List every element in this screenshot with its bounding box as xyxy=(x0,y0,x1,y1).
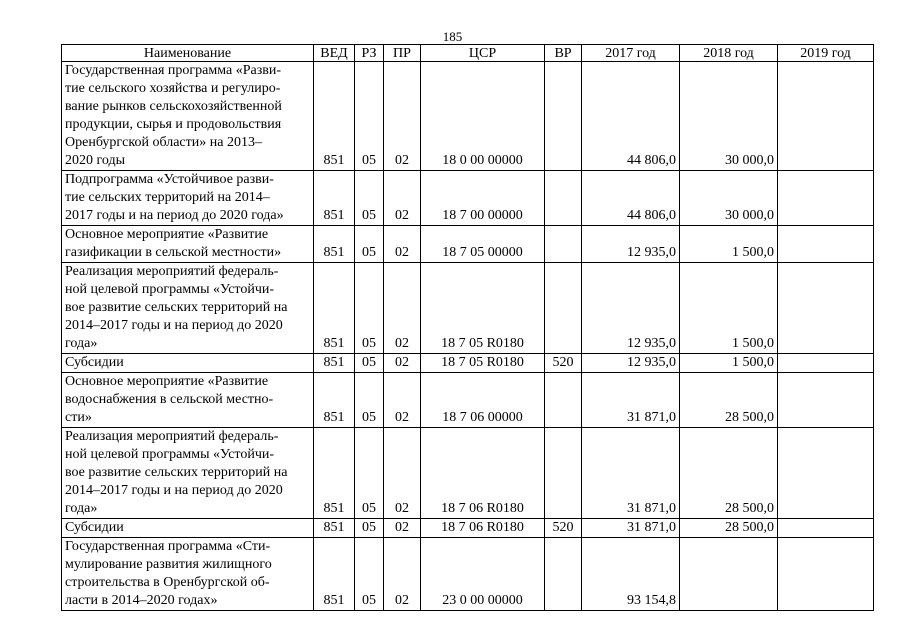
cell-vr xyxy=(545,62,582,171)
page-number: 185 xyxy=(442,29,463,44)
cell-2019 xyxy=(778,373,874,428)
table-row xyxy=(62,171,874,226)
cell-pr: 02 xyxy=(384,428,421,519)
cell-name: Государственная программа «Разви- тие сельского хозяйства и регулиро- вание рынков сельскохозяйственной продукции, сырья и продовольствия Оренбургской области» на 2013– 2020 годы xyxy=(62,62,314,171)
cell-2019 xyxy=(778,519,874,538)
cell-name: Субсидии xyxy=(62,354,314,373)
cell-pr: 02 xyxy=(384,62,421,171)
header-csr: ЦСР xyxy=(421,45,545,62)
cell-2019 xyxy=(778,354,874,373)
cell-ved: 851 xyxy=(314,263,355,354)
cell-2017: 12 935,0 xyxy=(582,226,680,263)
cell-2019 xyxy=(778,428,874,519)
cell-csr: 18 7 05 R0180 xyxy=(421,263,545,354)
cell-csr: 18 7 00 00000 xyxy=(421,171,545,226)
cell-pr: 02 xyxy=(384,171,421,226)
cell-2018 xyxy=(680,538,778,611)
cell-pr: 02 xyxy=(384,519,421,538)
table-row xyxy=(62,538,874,611)
cell-csr: 18 7 05 00000 xyxy=(421,226,545,263)
cell-2017: 31 871,0 xyxy=(582,428,680,519)
cell-pr: 02 xyxy=(384,373,421,428)
cell-ved: 851 xyxy=(314,226,355,263)
cell-name: Государственная программа «Сти- мулирование развития жилищного строительства в Оренбургской об- ласти в 2014–2020 годах» xyxy=(62,538,314,611)
header-vr: ВР xyxy=(545,45,582,62)
cell-ved: 851 xyxy=(314,519,355,538)
table-row xyxy=(62,62,874,171)
cell-2019 xyxy=(778,226,874,263)
cell-2017: 31 871,0 xyxy=(582,373,680,428)
cell-rz: 05 xyxy=(355,263,384,354)
cell-vr xyxy=(545,171,582,226)
budget-table xyxy=(61,44,874,611)
cell-2018: 30 000,0 xyxy=(680,171,778,226)
table-row xyxy=(62,226,874,263)
cell-ved: 851 xyxy=(314,373,355,428)
cell-csr: 18 7 06 R0180 xyxy=(421,428,545,519)
cell-2019 xyxy=(778,263,874,354)
table-row xyxy=(62,354,874,373)
header-2019: 2019 год xyxy=(778,45,874,62)
cell-rz: 05 xyxy=(355,62,384,171)
header-pr: ПР xyxy=(384,45,421,62)
cell-2018: 1 500,0 xyxy=(680,226,778,263)
cell-pr: 02 xyxy=(384,354,421,373)
cell-rz: 05 xyxy=(355,226,384,263)
header-rz: РЗ xyxy=(355,45,384,62)
cell-2017: 31 871,0 xyxy=(582,519,680,538)
cell-name: Подпрограмма «Устойчивое разви- тие сельских территорий на 2014– 2017 годы и на период до 2020 года» xyxy=(62,171,314,226)
cell-rz: 05 xyxy=(355,428,384,519)
cell-csr: 18 7 06 R0180 xyxy=(421,519,545,538)
cell-rz: 05 xyxy=(355,171,384,226)
cell-csr: 18 0 00 00000 xyxy=(421,62,545,171)
cell-2017: 44 806,0 xyxy=(582,171,680,226)
cell-name: Субсидии xyxy=(62,519,314,538)
table-row xyxy=(62,373,874,428)
cell-rz: 05 xyxy=(355,519,384,538)
cell-csr: 18 7 05 R0180 xyxy=(421,354,545,373)
cell-pr: 02 xyxy=(384,263,421,354)
cell-rz: 05 xyxy=(355,373,384,428)
cell-ved: 851 xyxy=(314,62,355,171)
cell-ved: 851 xyxy=(314,428,355,519)
cell-vr xyxy=(545,263,582,354)
header-2017: 2017 год xyxy=(582,45,680,62)
cell-2017: 93 154,8 xyxy=(582,538,680,611)
cell-2019 xyxy=(778,62,874,171)
cell-ved: 851 xyxy=(314,171,355,226)
cell-name: Реализация мероприятий федераль- ной целевой программы «Устойчи- вое развитие сельских территорий на 2014–2017 годы и на период до 2020 года» xyxy=(62,263,314,354)
table-row xyxy=(62,519,874,538)
cell-pr: 02 xyxy=(384,226,421,263)
cell-2019 xyxy=(778,538,874,611)
cell-2018: 1 500,0 xyxy=(680,354,778,373)
cell-2018: 1 500,0 xyxy=(680,263,778,354)
cell-2017: 12 935,0 xyxy=(582,263,680,354)
cell-name: Основное мероприятие «Развитие газификации в сельской местности» xyxy=(62,226,314,263)
cell-name: Реализация мероприятий федераль- ной целевой программы «Устойчи- вое развитие сельских территорий на 2014–2017 годы и на период до 2020 года» xyxy=(62,428,314,519)
cell-2018: 28 500,0 xyxy=(680,373,778,428)
header-row xyxy=(62,45,874,62)
cell-vr: 520 xyxy=(545,354,582,373)
header-ved: ВЕД xyxy=(314,45,355,62)
cell-ved: 851 xyxy=(314,354,355,373)
cell-vr xyxy=(545,226,582,263)
cell-rz: 05 xyxy=(355,538,384,611)
header-2018: 2018 год xyxy=(680,45,778,62)
cell-name: Основное мероприятие «Развитие водоснабжения в сельской местно- сти» xyxy=(62,373,314,428)
cell-2018: 28 500,0 xyxy=(680,428,778,519)
cell-vr xyxy=(545,428,582,519)
cell-rz: 05 xyxy=(355,354,384,373)
cell-vr: 520 xyxy=(545,519,582,538)
header-name: Наименование xyxy=(62,45,314,62)
cell-2017: 44 806,0 xyxy=(582,62,680,171)
cell-csr: 18 7 06 00000 xyxy=(421,373,545,428)
table-row xyxy=(62,263,874,354)
cell-pr: 02 xyxy=(384,538,421,611)
cell-2019 xyxy=(778,171,874,226)
cell-vr xyxy=(545,373,582,428)
cell-csr: 23 0 00 00000 xyxy=(421,538,545,611)
cell-ved: 851 xyxy=(314,538,355,611)
cell-2017: 12 935,0 xyxy=(582,354,680,373)
cell-2018: 30 000,0 xyxy=(680,62,778,171)
cell-2018: 28 500,0 xyxy=(680,519,778,538)
cell-vr xyxy=(545,538,582,611)
table-row xyxy=(62,428,874,519)
